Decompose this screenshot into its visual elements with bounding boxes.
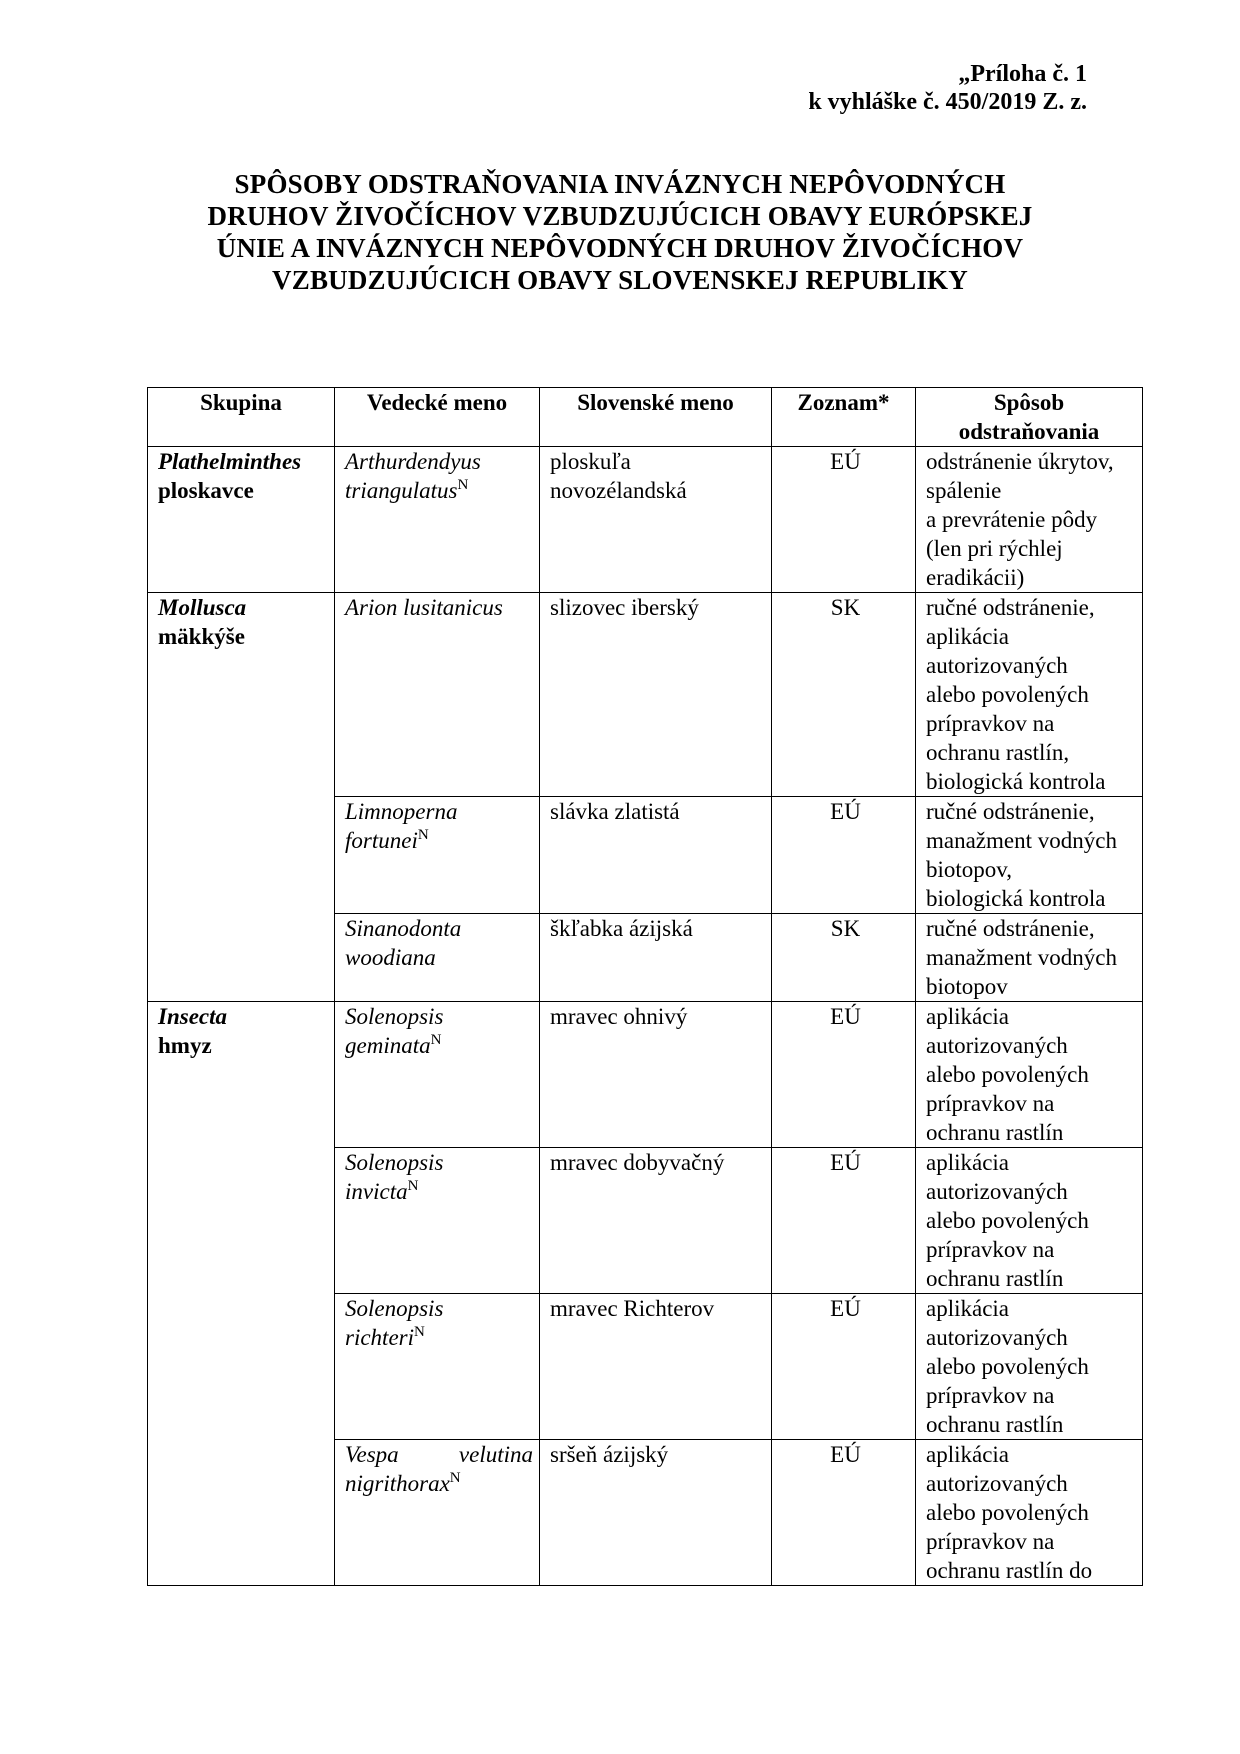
species-table <box>147 387 1143 1586</box>
scientific-name-line <box>345 797 533 826</box>
scientific-name-text: invicta <box>345 1179 408 1204</box>
removal-method-line: manažment vodných <box>926 828 1117 853</box>
annex-line-2: k vyhláške č. 450/2019 Z. z. <box>808 89 1087 115</box>
native-marker: N <box>449 1470 461 1486</box>
list-cell: EÚ <box>772 1294 916 1440</box>
removal-method-line: biotopov <box>926 974 1008 999</box>
removal-method-line: prípravkov na <box>926 1091 1055 1116</box>
removal-method-line: alebo povolených <box>926 1354 1089 1379</box>
removal-method-line: autorizovaných <box>926 1179 1068 1204</box>
removal-method-line: spálenie <box>926 478 1002 503</box>
group-cell <box>148 914 335 1002</box>
scientific-name-line <box>345 1440 533 1469</box>
scientific-name-text: fortunei <box>345 828 418 853</box>
scientific-name-line <box>345 476 533 505</box>
scientific-name-text: Arthurdendyus <box>345 449 481 474</box>
scientific-name-line <box>345 1294 533 1323</box>
removal-method-cell <box>916 1440 1143 1586</box>
table-row <box>148 1148 1143 1294</box>
scientific-name-text: Arion lusitanicus <box>345 595 503 620</box>
header-scientific-name: Vedecké meno <box>335 388 540 447</box>
group-slovak-name: mäkkýše <box>158 624 245 649</box>
list-cell: SK <box>772 914 916 1002</box>
slovak-name-line: ploskuľa <box>550 449 631 474</box>
removal-method-line: eradikácii) <box>926 565 1025 590</box>
scientific-name-text: triangulatus <box>345 478 458 503</box>
group-slovak-name: hmyz <box>158 1033 212 1058</box>
header-group: Skupina <box>148 388 335 447</box>
list-cell: EÚ <box>772 447 916 593</box>
scientific-name-text: Sinanodonta <box>345 916 462 941</box>
scientific-name-cell <box>335 914 540 1002</box>
scientific-name-line <box>345 1002 533 1031</box>
table-row <box>148 914 1143 1002</box>
title-line-1: SPÔSOBY ODSTRAŇOVANIA INVÁZNYCH NEPÔVODNÝCH <box>234 169 1006 199</box>
scientific-name-cell <box>335 1440 540 1586</box>
native-marker: N <box>417 827 429 843</box>
removal-method-line: autorizovaných <box>926 1471 1068 1496</box>
scientific-name-line <box>345 1177 533 1206</box>
removal-method-line: ochranu rastlín <box>926 1120 1064 1145</box>
scientific-name-text: richteri <box>345 1325 414 1350</box>
removal-method-line: biologická kontrola <box>926 886 1106 911</box>
header-method-line-1: Spôsob <box>993 390 1065 415</box>
scientific-name-text: Solenopsis <box>345 1150 444 1175</box>
group-cell <box>148 447 335 593</box>
removal-method-line: aplikácia <box>926 1296 1010 1321</box>
removal-method-line: ochranu rastlín do <box>926 1558 1093 1583</box>
removal-method-cell <box>916 1148 1143 1294</box>
list-cell: EÚ <box>772 797 916 914</box>
list-cell: SK <box>772 593 916 797</box>
group-slovak-name: ploskavce <box>158 478 254 503</box>
scientific-name-line <box>345 447 533 476</box>
slovak-name-line: mravec ohnivý <box>550 1004 688 1029</box>
title-line-4: VZBUDZUJÚCICH OBAVY SLOVENSKEJ REPUBLIKY <box>272 265 968 295</box>
removal-method-line: aplikácia <box>926 1150 1010 1175</box>
removal-method-line: prípravkov na <box>926 1383 1055 1408</box>
title-line-3: ÚNIE A INVÁZNYCH NEPÔVODNÝCH DRUHOV ŽIVOČÍCHOV <box>216 233 1024 263</box>
removal-method-line: aplikácia <box>926 1442 1010 1467</box>
group-latin-name: Plathelminthes <box>158 449 302 474</box>
slovak-name-line: sršeň ázijský <box>550 1442 669 1467</box>
removal-method-line: prípravkov na <box>926 1529 1055 1554</box>
scientific-name-line <box>345 1031 533 1060</box>
table-row <box>148 1002 1143 1148</box>
removal-method-line: prípravkov na <box>926 711 1055 736</box>
scientific-name-line <box>345 1469 533 1498</box>
removal-method-line: ochranu rastlín <box>926 1266 1064 1291</box>
removal-method-line: odstránenie úkrytov, <box>926 449 1114 474</box>
header-method-line-2: odstraňovania <box>958 419 1100 444</box>
scientific-name-word: velutina <box>458 1442 533 1467</box>
scientific-name-text: Solenopsis <box>345 1004 444 1029</box>
group-cell <box>148 593 335 797</box>
removal-method-line: alebo povolených <box>926 1208 1089 1233</box>
removal-method-line: ručné odstránenie, <box>926 595 1095 620</box>
list-cell: EÚ <box>772 1440 916 1586</box>
table-row <box>148 1440 1143 1586</box>
scientific-name-cell <box>335 797 540 914</box>
list-cell: EÚ <box>772 1002 916 1148</box>
removal-method-cell <box>916 914 1143 1002</box>
removal-method-cell <box>916 1294 1143 1440</box>
removal-method-line: biologická kontrola <box>926 769 1106 794</box>
header-list: Zoznam* <box>772 388 916 447</box>
removal-method-line: ručné odstránenie, <box>926 799 1095 824</box>
slovak-name-cell <box>540 1294 772 1440</box>
table-header-row <box>148 388 1143 447</box>
slovak-name-cell <box>540 1148 772 1294</box>
scientific-name-line <box>345 826 533 855</box>
slovak-name-cell <box>540 914 772 1002</box>
document-title <box>140 168 1100 296</box>
header-slovak-name: Slovenské meno <box>540 388 772 447</box>
scientific-name-cell <box>335 447 540 593</box>
scientific-name-line <box>345 593 533 622</box>
native-marker: N <box>457 477 469 493</box>
group-latin-name: Mollusca <box>158 595 247 620</box>
slovak-name-cell <box>540 797 772 914</box>
removal-method-line: autorizovaných <box>926 1033 1068 1058</box>
slovak-name-line: slizovec iberský <box>550 595 699 620</box>
slovak-name-line: mravec dobyvačný <box>550 1150 725 1175</box>
removal-method-line: alebo povolených <box>926 1500 1089 1525</box>
group-latin-name: Insecta <box>158 1004 227 1029</box>
group-cell <box>148 1440 335 1586</box>
native-marker: N <box>430 1032 442 1048</box>
title-line-2: DRUHOV ŽIVOČÍCHOV VZBUDZUJÚCICH OBAVY EURÓPSKEJ <box>207 201 1033 231</box>
removal-method-cell <box>916 593 1143 797</box>
scientific-name-cell <box>335 1294 540 1440</box>
table-row <box>148 797 1143 914</box>
group-cell <box>148 1294 335 1440</box>
table-row <box>148 593 1143 797</box>
removal-method-cell <box>916 447 1143 593</box>
slovak-name-line: škľabka ázijská <box>550 916 693 941</box>
native-marker: N <box>407 1178 419 1194</box>
removal-method-line: autorizovaných <box>926 1325 1068 1350</box>
removal-method-line: alebo povolených <box>926 1062 1089 1087</box>
scientific-name-line <box>345 943 533 972</box>
slovak-name-cell <box>540 1440 772 1586</box>
removal-method-line: aplikácia <box>926 624 1010 649</box>
header-removal-method <box>916 388 1143 447</box>
removal-method-line: autorizovaných <box>926 653 1068 678</box>
scientific-name-text: nigrithorax <box>345 1471 450 1496</box>
slovak-name-line: novozélandská <box>550 478 687 503</box>
scientific-name-text: Solenopsis <box>345 1296 444 1321</box>
scientific-name-text: Limnoperna <box>345 799 458 824</box>
removal-method-line: (len pri rýchlej <box>926 536 1063 561</box>
scientific-name-text: woodiana <box>345 945 436 970</box>
removal-method-line: a prevrátenie pôdy <box>926 507 1098 532</box>
scientific-name-text: geminata <box>345 1033 431 1058</box>
removal-method-line: biotopov, <box>926 857 1013 882</box>
scientific-name-cell <box>335 593 540 797</box>
removal-method-line: ochranu rastlín <box>926 1412 1064 1437</box>
scientific-name-line <box>345 1323 533 1352</box>
group-cell <box>148 1148 335 1294</box>
removal-method-cell <box>916 1002 1143 1148</box>
scientific-name-line <box>345 914 533 943</box>
removal-method-line: aplikácia <box>926 1004 1010 1029</box>
slovak-name-cell <box>540 593 772 797</box>
native-marker: N <box>414 1324 425 1340</box>
slovak-name-line: slávka zlatistá <box>550 799 680 824</box>
removal-method-line: ručné odstránenie, <box>926 916 1095 941</box>
removal-method-line: manažment vodných <box>926 945 1117 970</box>
scientific-name-cell <box>335 1002 540 1148</box>
list-cell: EÚ <box>772 1148 916 1294</box>
table-body <box>148 447 1143 1586</box>
annex-line-1: „Príloha č. 1 <box>958 61 1087 87</box>
slovak-name-cell <box>540 447 772 593</box>
removal-method-line: prípravkov na <box>926 1237 1055 1262</box>
scientific-name-word: Vespa <box>345 1442 399 1467</box>
annex-reference <box>808 60 1087 116</box>
scientific-name-line <box>345 1148 533 1177</box>
group-cell <box>148 797 335 914</box>
removal-method-line: ochranu rastlín, <box>926 740 1070 765</box>
removal-method-cell <box>916 797 1143 914</box>
slovak-name-cell <box>540 1002 772 1148</box>
slovak-name-line: mravec Richterov <box>550 1296 715 1321</box>
table-row <box>148 447 1143 593</box>
scientific-name-cell <box>335 1148 540 1294</box>
group-cell <box>148 1002 335 1148</box>
removal-method-line: alebo povolených <box>926 682 1089 707</box>
table-row <box>148 1294 1143 1440</box>
